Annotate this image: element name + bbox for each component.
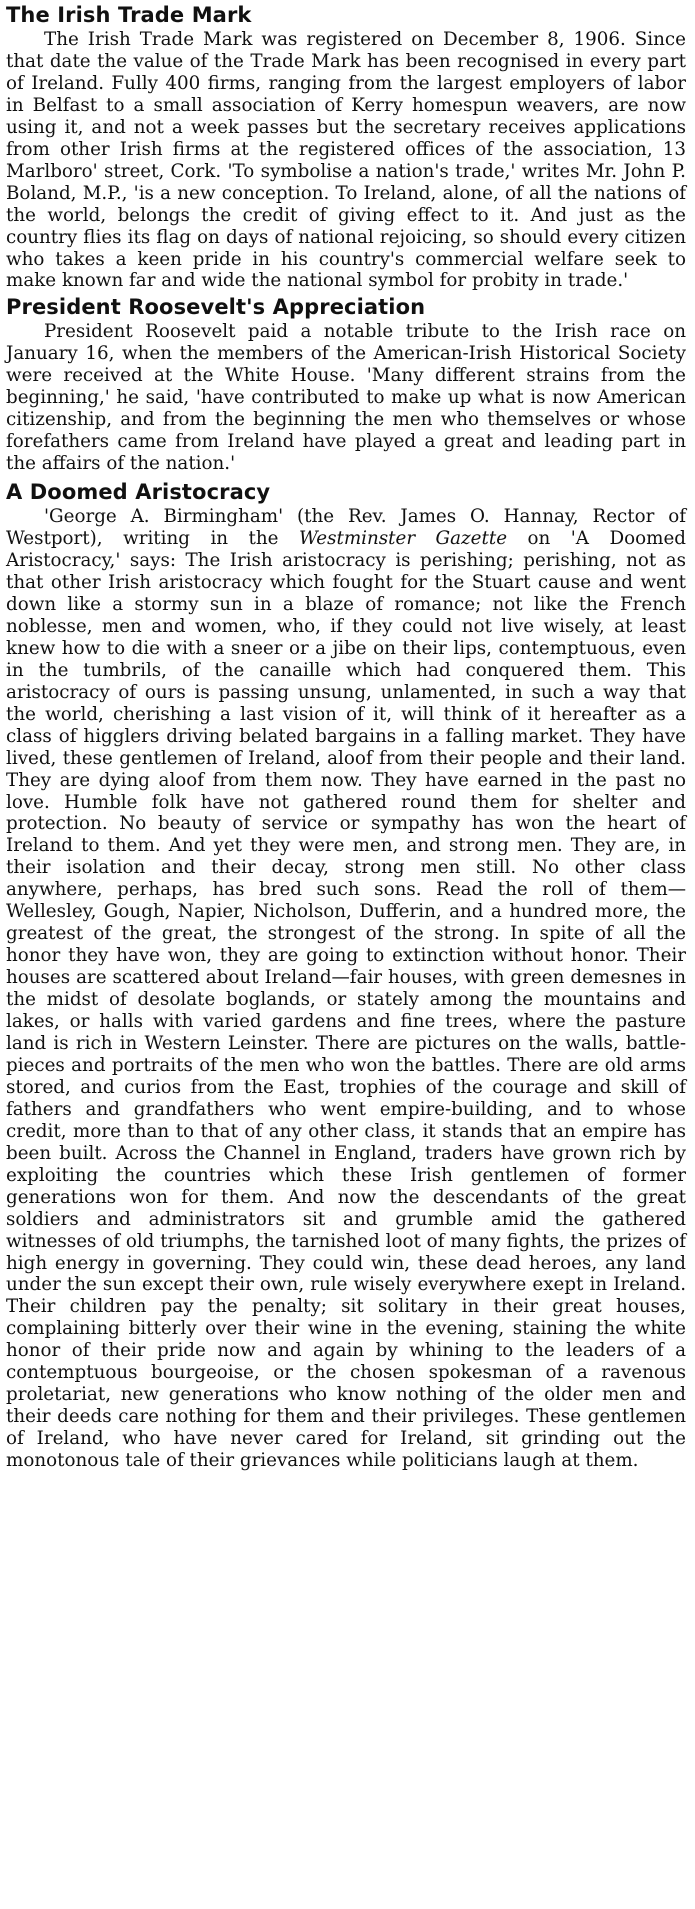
section-roosevelt-appreciation [6,294,686,475]
section-body [6,506,686,1472]
section-body: President Roosevelt paid a notable tribute to the Irish race on January 16, when the members of the American-Irish Historical Society were received at the White House. 'Many different strains from the beginning,' he said, 'have contributed to make up what is now American citizenship, and from the beginning the men who themselves or whose forefathers came from Ireland have played a great and leading part in the affairs of the nation.' [6,321,686,475]
publication-title: Westminster Gazette [298,528,508,550]
section-irish-trade-mark [6,2,686,292]
section-body-lead: 'George A. Birmingham' (the Rev. James O. Hannay, Rector of Westport), writing in the [6,506,686,550]
section-heading: The Irish Trade Mark [6,3,252,27]
article-page [6,2,686,1472]
section-heading: President Roosevelt's Appreciation [6,295,426,320]
section-doomed-aristocracy [6,479,686,1472]
section-body-text: on 'A Doomed Aristocracy,' says: The Irish aristocracy is perishing; perishing, not as that other Irish aristocracy which fought for the Stuart cause and went down like a stormy sun in a blaze of romance; not like the French noblesse, men and women, who, if they could not live wisely, at least knew how to die with a sneer or a jibe on their lips, contemptuous, even in the tumbrils, of the canaille which had conquered them. This aristocracy of ours is passing unsung, unlamented, in such a way that the world, cherishing a last vision of it, will think of it hereafter as a class of higglers driving belated bargains in a falling market. They have lived, these gentlemen of Ireland, aloof from their people and their land. They are dying aloof from them now. They have earned in the past no love. Humble folk have not gathered round them for shelter and protection. No beauty of service or sympathy has won the heart of Ireland to them. And yet they were men, and strong men. They are, in their isolation and their decay, strong men still. No other class anywhere, perhaps, has bred such sons. Read the roll of them—Wellesley, Gough, Napier, Nicholson, Dufferin, and a hundred more, the greatest of the great, the strongest of the strong. In spite of all the honor they have won, they are going to extinction without honor. Their houses are scattered about Ireland—fair houses, with green demesnes in the midst of desolate boglands, or stately among the mountains and lakes, or halls with varied gardens and fine trees, where the pasture land is rich in Western Leinster. There are pictures on the walls, battle-pieces and portraits of the men who won the battles. There are old arms stored, and curios from the East, trophies of the courage and skill of fathers and grandfathers who went empire-building, and to whose credit, more than to that of any other class, it stands that an empire has been built. Across the Channel in England, traders have grown rich by exploiting the countries which these Irish gentlemen of former generations won for them. And now the descendants of the great soldiers and administrators sit and grumble amid the gathered witnesses of old triumphs, the tarnished loot of many fights, the prizes of high energy in governing. They could win, these dead heroes, any land under the sun except their own, rule wisely everywhere exept in Ireland. Their children pay the penalty; sit solitary in their great houses, complaining bitterly over their wine in the evening, staining the white honor of their pride now and again by whining to the leaders of a contemptuous bourgeoise, or the chosen spokesman of a ravenous proletariat, new generations who know nothing of the older men and their deeds care nothing for them and their privileges. These gentlemen of Ireland, who have never cared for Ireland, sit grinding out the monotonous tale of their grievances while politicians laugh at them. [6,528,687,1472]
section-body: The Irish Trade Mark was registered on December 8, 1906. Since that date the value of the Trade Mark has been recognised in every part of Ireland. Fully 400 firms, ranging from the largest employers of labor in Belfast to a small association of Kerry homespun weavers, are now using it, and not a week passes but the secretary receives applications from other Irish firms at the registered offices of the association, 13 Marlboro' street, Cork. 'To symbolise a nation's trade,' writes Mr. John P. Boland, M.P., 'is a new conception. To Ireland, alone, of all the nations of the world, belongs the credit of giving effect to it. And just as the country flies its flag on days of national rejoicing, so should every citizen who takes a keen pride in his country's commercial welfare seek to make known far and wide the national symbol for probity in trade.' [6,29,686,292]
section-heading: A Doomed Aristocracy [6,480,271,505]
